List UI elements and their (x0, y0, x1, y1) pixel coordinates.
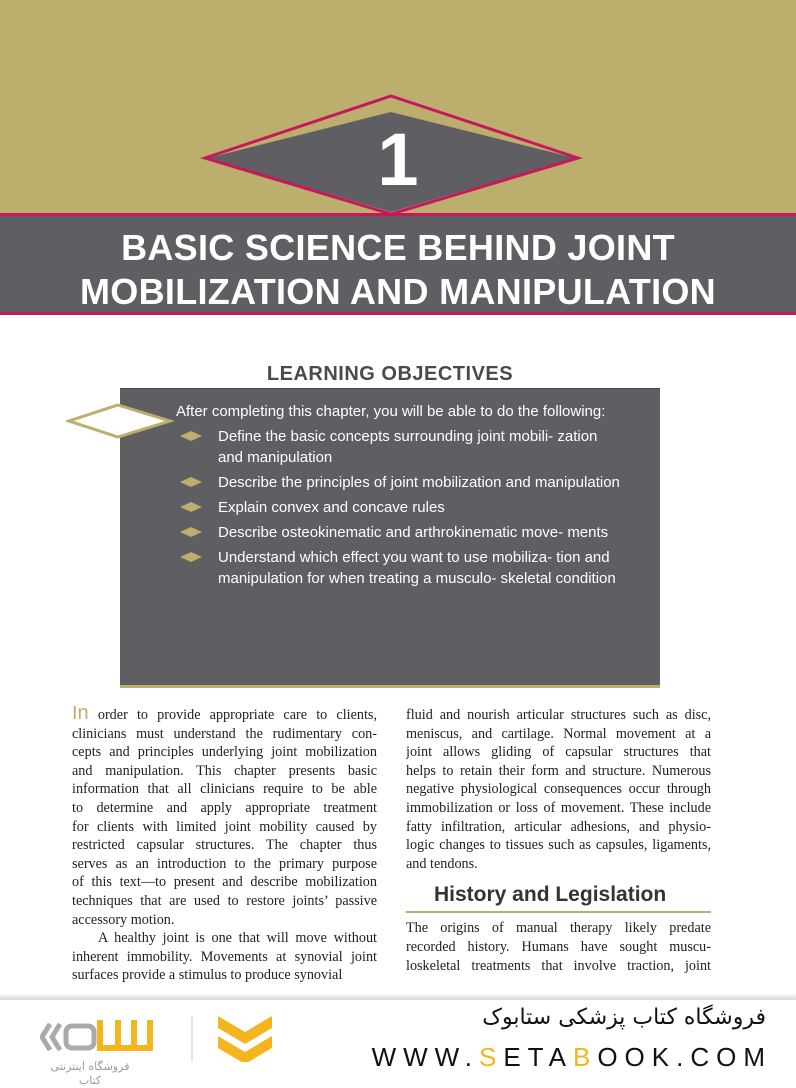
text-line: of this text—to present and describe mobilization (72, 874, 377, 891)
drop-in-word: In (72, 706, 89, 724)
title-line: MOBILIZATION AND MANIPULATION (80, 271, 716, 312)
store-url[interactable] (372, 1042, 772, 1072)
text-span: order to provide appropriate care to clients, (88, 707, 377, 723)
url-part: ETA (503, 1042, 573, 1072)
text-line: recorded history. Humans have sought muscu- (406, 938, 711, 955)
text-line: immobilization or loss of movement. These include (406, 799, 711, 816)
learning-objectives-box (120, 388, 660, 688)
text-line: loskeletal treatments that involve traction, joint (406, 957, 711, 974)
objective-item (176, 522, 620, 543)
objectives-diamond-icon (66, 402, 176, 440)
text-line: A healthy joint is one that will move without (72, 930, 377, 947)
section-heading: History and Legislation (406, 883, 711, 913)
chapter-number: 1 (377, 118, 419, 201)
objective-item (176, 472, 620, 493)
footer-banner (0, 1000, 796, 1087)
text-line: restricted capsular structures. The chapter thus (72, 837, 377, 854)
title-line: BASIC SCIENCE BEHIND JOINT (121, 227, 675, 268)
diamond-bullet-icon (180, 502, 202, 512)
diamond-bullet-icon (180, 431, 202, 441)
logo-subtitle: فروشگاه اینترنتی کتاب (50, 1060, 130, 1087)
text-line: cepts and principles underlying joint mobilization (72, 744, 377, 761)
text-line: serves as an introduction to the primary purpose (72, 855, 377, 872)
text-line: clinicians must understand the rudimentary con- (72, 725, 377, 742)
text-line: meniscus, and cartilage. Normal movement at a (406, 725, 711, 742)
chapter-title (0, 226, 796, 314)
objective-text: Explain convex and concave rules (218, 499, 445, 516)
text-line: and tendons. (406, 855, 478, 872)
text-line: fluid and nourish articular structures such as disc, (406, 707, 711, 723)
url-part: OOK.COM (597, 1042, 772, 1072)
url-part: WWW. (371, 1042, 479, 1072)
objectives-intro: After completing this chapter, you will be able to do the following: (176, 403, 606, 420)
text-line: and manipulation. This chapter presents basic (72, 762, 377, 779)
url-part: B (572, 1042, 598, 1072)
text-line: information that all clinicians require to be able (72, 781, 377, 798)
objective-item (176, 547, 620, 589)
objective-item (176, 497, 620, 518)
objective-text: Describe osteokinematic and arthrokinematic move- ments (218, 524, 609, 541)
url-part: S (479, 1042, 504, 1072)
objective-item (176, 426, 620, 468)
text-line: inherent immobility. Movements at synovial joint (72, 948, 377, 965)
setabook-logo-icon (40, 1012, 320, 1062)
left-column (72, 706, 377, 985)
text-line: fatty infiltration, articular adhesions, and physio- (406, 818, 711, 835)
text-line: surfaces provide a stimulus to produce synovial (72, 967, 343, 984)
text-line: helps to retain their form and structure. Numerous (406, 762, 711, 779)
objective-text: Understand which effect you want to use mobiliza- tion and manipulation for when treating a musculo- skeletal condition (218, 549, 616, 587)
diamond-bullet-icon (180, 477, 202, 487)
diamond-bullet-icon (180, 527, 202, 537)
objective-text: Describe the principles of joint mobilization and manipulation (218, 474, 620, 491)
diamond-bullet-icon (180, 552, 202, 562)
right-column (406, 706, 711, 975)
text-line: joint allows gliding of capsular structures that (406, 744, 711, 761)
learning-objectives-heading: LEARNING OBJECTIVES (266, 363, 514, 385)
text-line: for clients with limited joint mobility caused by (72, 818, 377, 835)
text-line (72, 706, 377, 725)
text-line: The origins of manual therapy likely predate (406, 920, 711, 937)
text-line: accessory motion. (72, 911, 175, 928)
text-line: negative physiological consequences occur through (406, 781, 711, 798)
text-line: techniques that are used to restore joints’ passive (72, 892, 377, 909)
store-name: فروشگاه کتاب پزشکی ستابوک (482, 1005, 766, 1030)
page-shadow (0, 993, 796, 1000)
text-line: to determine and apply appropriate treatment (72, 799, 377, 816)
text-line: logic changes to tissues such as capsules, ligaments, (406, 837, 711, 854)
objective-text: Define the basic concepts surrounding joint mobili- zation and manipulation (218, 428, 598, 466)
